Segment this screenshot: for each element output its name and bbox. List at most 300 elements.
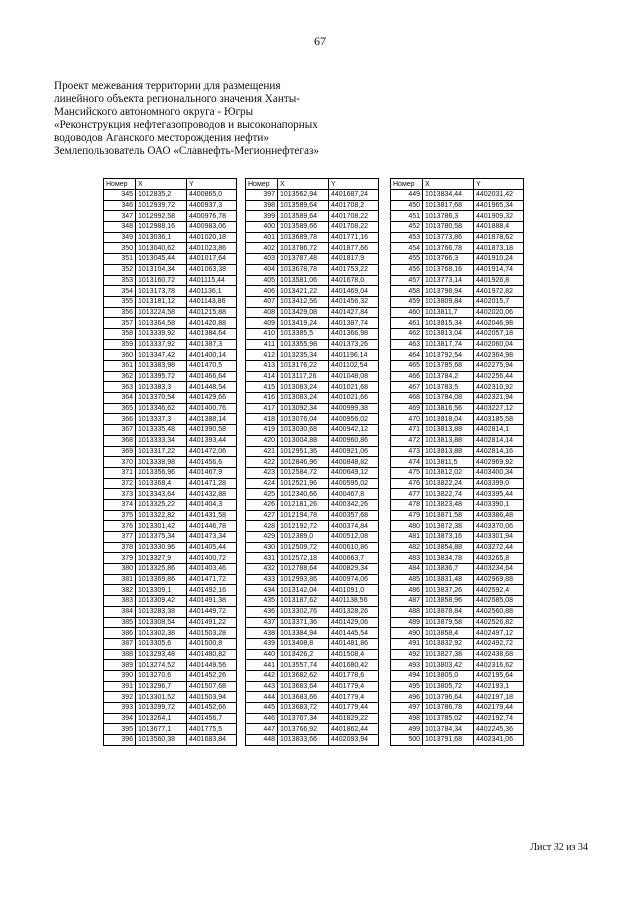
y-coordinate: 4401472,06 [187,446,237,457]
x-coordinate: 1012835,2 [136,190,187,201]
x-coordinate: 1013813,88 [423,425,474,436]
table-row [391,532,524,543]
x-coordinate: 1013356,96 [136,467,187,478]
document-heading [54,80,394,158]
point-number: 422 [246,457,278,468]
point-number: 395 [104,724,136,735]
table-row [104,574,237,585]
y-coordinate: 4401452,66 [187,703,237,714]
table-row [391,585,524,596]
table-row [246,222,379,233]
table-row [104,585,237,596]
table-row [391,339,524,350]
point-number: 436 [246,606,278,617]
x-coordinate: 1013187,62 [278,596,329,607]
table-row [391,264,524,275]
x-coordinate: 1012509,72 [278,542,329,553]
y-coordinate: 4401432,88 [187,489,237,500]
point-number: 500 [391,735,423,746]
table-row [104,660,237,671]
table-row [246,446,379,457]
x-coordinate: 1013817,68 [423,200,474,211]
table-row [246,457,379,468]
x-coordinate: 1013337,3 [136,414,187,425]
y-coordinate: 4401877,66 [329,243,379,254]
x-coordinate: 1013766,78 [423,243,474,254]
x-coordinate: 1013337,92 [136,339,187,350]
x-coordinate: 1013322,82 [136,510,187,521]
x-coordinate: 1013805,72 [423,681,474,692]
table-row [104,371,237,382]
x-coordinate: 1013412,56 [278,296,329,307]
y-coordinate: 4401420,88 [187,318,237,329]
x-coordinate: 1013812,02 [423,467,474,478]
x-coordinate: 1013343,64 [136,489,187,500]
y-coordinate: 4401427,84 [329,307,379,318]
coordinates-table-3 [390,178,524,746]
point-number: 417 [246,403,278,414]
point-number: 409 [246,318,278,329]
point-number: 411 [246,339,278,350]
point-number: 456 [391,264,423,275]
column-header: X [278,179,329,190]
x-coordinate: 1013369,86 [136,574,187,585]
point-number: 498 [391,713,423,724]
point-number: 466 [391,371,423,382]
table-row [391,617,524,628]
table-row [246,499,379,510]
point-number: 392 [104,692,136,703]
x-coordinate: 1013338,98 [136,457,187,468]
x-coordinate: 1013786,72 [278,243,329,254]
x-coordinate: 1013815,34 [423,318,474,329]
y-coordinate: 4401448,54 [187,382,237,393]
x-coordinate: 1013785,02 [423,713,474,724]
x-coordinate: 1013822,24 [423,478,474,489]
x-coordinate: 1013299,72 [136,703,187,714]
table-row [246,617,379,628]
y-coordinate: 4401972,82 [474,286,524,297]
table-row [104,596,237,607]
table-row [391,457,524,468]
x-coordinate: 1013395,72 [136,371,187,382]
point-number: 370 [104,457,136,468]
table-row [246,489,379,500]
x-coordinate: 1013385,5 [278,328,329,339]
point-number: 401 [246,232,278,243]
y-coordinate: 4401779,4 [329,692,379,703]
point-number: 349 [104,232,136,243]
point-number: 419 [246,425,278,436]
point-number: 393 [104,703,136,714]
y-coordinate: 4403399,0 [474,478,524,489]
x-coordinate: 1013796,64 [423,692,474,703]
point-number: 459 [391,296,423,307]
coordinates-table-2 [245,178,379,746]
heading-line: Проект межевания территории для размещения [54,80,281,92]
table-row [391,724,524,735]
point-number: 477 [391,489,423,500]
point-number: 473 [391,446,423,457]
y-coordinate: 4401196,14 [329,350,379,361]
y-coordinate: 4400921,06 [329,446,379,457]
y-coordinate: 4403185,58 [474,414,524,425]
y-coordinate: 4402814,14 [474,435,524,446]
y-coordinate: 4401492,16 [187,585,237,596]
x-coordinate: 1013683,72 [278,703,329,714]
x-coordinate: 1013176,22 [278,361,329,372]
y-coordinate: 4401775,5 [187,724,237,735]
column-header: Y [187,179,237,190]
table-row [246,200,379,211]
x-coordinate: 1013813,04 [423,328,474,339]
table-row [104,564,237,575]
point-number: 391 [104,681,136,692]
y-coordinate: 4402321,94 [474,393,524,404]
table-row [246,350,379,361]
table-row [246,553,379,564]
point-number: 479 [391,510,423,521]
y-coordinate: 4401500,8 [187,638,237,649]
table-row [246,510,379,521]
x-coordinate: 1013181,12 [136,296,187,307]
x-coordinate: 1013036,1 [136,232,187,243]
point-number: 440 [246,649,278,660]
x-coordinate: 1013327,9 [136,553,187,564]
y-coordinate: 4401388,14 [187,414,237,425]
point-number: 443 [246,681,278,692]
x-coordinate: 1013346,62 [136,403,187,414]
table-row [246,467,379,478]
point-number: 497 [391,703,423,714]
x-coordinate: 1013823,48 [423,499,474,510]
y-coordinate: 4401431,58 [187,510,237,521]
y-coordinate: 4401466,64 [187,371,237,382]
x-coordinate: 1013813,88 [423,446,474,457]
point-number: 378 [104,542,136,553]
y-coordinate: 4401683,84 [187,735,237,746]
y-coordinate: 4402060,04 [474,339,524,350]
point-number: 439 [246,638,278,649]
table-row [391,713,524,724]
x-coordinate: 1013384,94 [278,628,329,639]
x-coordinate: 1013004,88 [278,435,329,446]
y-coordinate: 4402179,44 [474,703,524,714]
point-number: 347 [104,211,136,222]
y-coordinate: 4401508,4 [329,649,379,660]
coordinates-table-1 [103,178,237,746]
y-coordinate: 4401021,66 [329,393,379,404]
point-number: 357 [104,318,136,329]
point-number: 429 [246,532,278,543]
x-coordinate: 1013325,86 [136,564,187,575]
table-row [246,190,379,201]
table-row [391,414,524,425]
y-coordinate: 4403370,06 [474,521,524,532]
table-row [104,532,237,543]
y-coordinate: 4401481,86 [329,638,379,649]
y-coordinate: 4401449,56 [187,660,237,671]
point-number: 457 [391,275,423,286]
heading-line: Землепользователь ОАО «Славнефть-Мегионнефтегаз» [54,145,319,157]
y-coordinate: 4401387,3 [187,339,237,350]
point-number: 493 [391,660,423,671]
column-header: Y [329,179,379,190]
x-coordinate: 1013325,22 [136,499,187,510]
column-header: X [136,179,187,190]
point-number: 476 [391,478,423,489]
point-number: 474 [391,457,423,468]
y-coordinate: 4401779,4 [329,681,379,692]
y-coordinate: 4401328,26 [329,606,379,617]
y-coordinate: 4401404,3 [187,499,237,510]
table-row [246,361,379,372]
table-row [391,660,524,671]
x-coordinate: 1013309,1 [136,585,187,596]
table-row [104,489,237,500]
y-coordinate: 4401456,7 [187,713,237,724]
x-coordinate: 1013045,44 [136,254,187,265]
table-row [104,318,237,329]
point-number: 471 [391,425,423,436]
y-coordinate: 4403272,44 [474,542,524,553]
point-number: 418 [246,414,278,425]
y-coordinate: 4400937,3 [187,200,237,211]
point-number: 464 [391,350,423,361]
point-number: 475 [391,467,423,478]
y-coordinate: 4402492,72 [474,638,524,649]
table-row [104,328,237,339]
x-coordinate: 1013309,42 [136,596,187,607]
y-coordinate: 4401021,68 [329,382,379,393]
x-coordinate: 1013827,38 [423,649,474,660]
x-coordinate: 1013773,86 [423,232,474,243]
point-number: 346 [104,200,136,211]
point-number: 398 [246,200,278,211]
table-row [246,264,379,275]
point-number: 351 [104,254,136,265]
point-number: 425 [246,489,278,500]
y-coordinate: 4401878,62 [474,232,524,243]
point-number: 426 [246,499,278,510]
point-number: 414 [246,371,278,382]
x-coordinate: 1013557,74 [278,660,329,671]
table-row [391,489,524,500]
y-coordinate: 4401048,08 [329,371,379,382]
table-row [391,211,524,222]
y-coordinate: 4402057,18 [474,328,524,339]
table-row [104,254,237,265]
y-coordinate: 4402341,06 [474,735,524,746]
table-row [104,499,237,510]
point-number: 492 [391,649,423,660]
x-coordinate: 1012521,96 [278,478,329,489]
x-coordinate: 1013371,36 [278,617,329,628]
table-row [104,617,237,628]
y-coordinate: 4401384,64 [187,328,237,339]
y-coordinate: 4401102,54 [329,361,379,372]
y-coordinate: 4402316,62 [474,660,524,671]
x-coordinate: 1013818,04 [423,414,474,425]
x-coordinate: 1013305,6 [136,638,187,649]
table-row [104,478,237,489]
table-row [391,318,524,329]
y-coordinate: 4400999,38 [329,403,379,414]
y-coordinate: 4400983,06 [187,222,237,233]
table-row [246,307,379,318]
point-number: 416 [246,393,278,404]
table-row [391,510,524,521]
x-coordinate: 1012181,26 [278,499,329,510]
y-coordinate: 4401446,78 [187,521,237,532]
table-row [391,435,524,446]
table-row [391,606,524,617]
x-coordinate: 1013293,48 [136,649,187,660]
point-number: 447 [246,724,278,735]
table-row [104,211,237,222]
table-row [391,307,524,318]
point-number: 400 [246,222,278,233]
y-coordinate: 4402197,18 [474,692,524,703]
y-coordinate: 4401473,34 [187,532,237,543]
x-coordinate: 1013822,74 [423,489,474,500]
x-coordinate: 1013355,98 [278,339,329,350]
x-coordinate: 1012846,96 [278,457,329,468]
x-coordinate: 1013854,88 [423,542,474,553]
table-row [391,735,524,746]
x-coordinate: 1012988,16 [136,222,187,233]
y-coordinate: 4400942,12 [329,425,379,436]
table-row [104,703,237,714]
y-coordinate: 4402245,36 [474,724,524,735]
table-row [246,692,379,703]
y-coordinate: 4401452,26 [187,670,237,681]
table-row [246,574,379,585]
y-coordinate: 4401779,44 [329,703,379,714]
point-number: 379 [104,553,136,564]
x-coordinate: 1013368,4 [136,478,187,489]
x-coordinate: 1013083,24 [278,382,329,393]
y-coordinate: 4401829,22 [329,713,379,724]
point-number: 427 [246,510,278,521]
x-coordinate: 1013816,56 [423,403,474,414]
x-coordinate: 1013832,92 [423,638,474,649]
x-coordinate: 1013383,3 [136,382,187,393]
x-coordinate: 1013302,38 [136,628,187,639]
y-coordinate: 4401491,22 [187,617,237,628]
y-coordinate: 4401405,44 [187,542,237,553]
x-coordinate: 1013317,22 [136,446,187,457]
table-row [246,585,379,596]
x-coordinate: 1013581,06 [278,275,329,286]
y-coordinate: 4401680,42 [329,660,379,671]
x-coordinate: 1013784,2 [423,371,474,382]
x-coordinate: 1012993,86 [278,574,329,585]
y-coordinate: 4402497,12 [474,628,524,639]
point-number: 478 [391,499,423,510]
point-number: 494 [391,670,423,681]
x-coordinate: 1013682,62 [278,670,329,681]
x-coordinate: 1013834,78 [423,553,474,564]
x-coordinate: 1013817,74 [423,339,474,350]
y-coordinate: 4400374,84 [329,521,379,532]
point-number: 421 [246,446,278,457]
point-number: 408 [246,307,278,318]
table-row [391,361,524,372]
point-number: 453 [391,232,423,243]
table-row [246,339,379,350]
table-row [246,703,379,714]
x-coordinate: 1013419,24 [278,318,329,329]
point-number: 449 [391,190,423,201]
y-coordinate: 4401873,18 [474,243,524,254]
y-coordinate: 4401456,6 [187,457,237,468]
point-number: 432 [246,564,278,575]
y-coordinate: 4401503,28 [187,628,237,639]
point-number: 364 [104,393,136,404]
table-row [104,510,237,521]
x-coordinate: 1013308,54 [136,617,187,628]
x-coordinate: 1013330,96 [136,542,187,553]
y-coordinate: 4400829,34 [329,564,379,575]
point-number: 352 [104,264,136,275]
point-number: 486 [391,585,423,596]
y-coordinate: 4401400,76 [187,403,237,414]
column-header: Y [474,179,524,190]
x-coordinate: 1013375,34 [136,532,187,543]
table-row [246,318,379,329]
point-number: 382 [104,585,136,596]
table-row [104,553,237,564]
point-number: 431 [246,553,278,564]
x-coordinate: 1013831,48 [423,574,474,585]
table-row [104,735,237,746]
x-coordinate: 1013235,34 [278,350,329,361]
table-row [104,296,237,307]
x-coordinate: 1013160,72 [136,275,187,286]
table-row [246,296,379,307]
table-row [246,735,379,746]
point-number: 369 [104,446,136,457]
y-coordinate: 4401965,34 [474,200,524,211]
point-number: 371 [104,467,136,478]
x-coordinate: 1012194,78 [278,510,329,521]
y-coordinate: 4402814,16 [474,446,524,457]
y-coordinate: 4400848,82 [329,457,379,468]
heading-line: «Реконструкция нефтегазопроводов и высоконапорных [54,119,318,131]
point-number: 480 [391,521,423,532]
table-row [391,638,524,649]
y-coordinate: 4400976,78 [187,211,237,222]
y-coordinate: 4402969,92 [474,457,524,468]
y-coordinate: 4401400,72 [187,553,237,564]
y-coordinate: 4402585,08 [474,596,524,607]
x-coordinate: 1013589,66 [278,222,329,233]
y-coordinate: 4401708,22 [329,222,379,233]
y-coordinate: 4401471,28 [187,478,237,489]
table-row [104,264,237,275]
point-number: 420 [246,435,278,446]
table-row [246,606,379,617]
point-number: 373 [104,489,136,500]
y-coordinate: 4400956,02 [329,414,379,425]
x-coordinate: 1013083,24 [278,393,329,404]
x-coordinate: 1012951,36 [278,446,329,457]
x-coordinate: 1013780,58 [423,222,474,233]
table-row [391,670,524,681]
y-coordinate: 4400663,7 [329,553,379,564]
point-number: 413 [246,361,278,372]
